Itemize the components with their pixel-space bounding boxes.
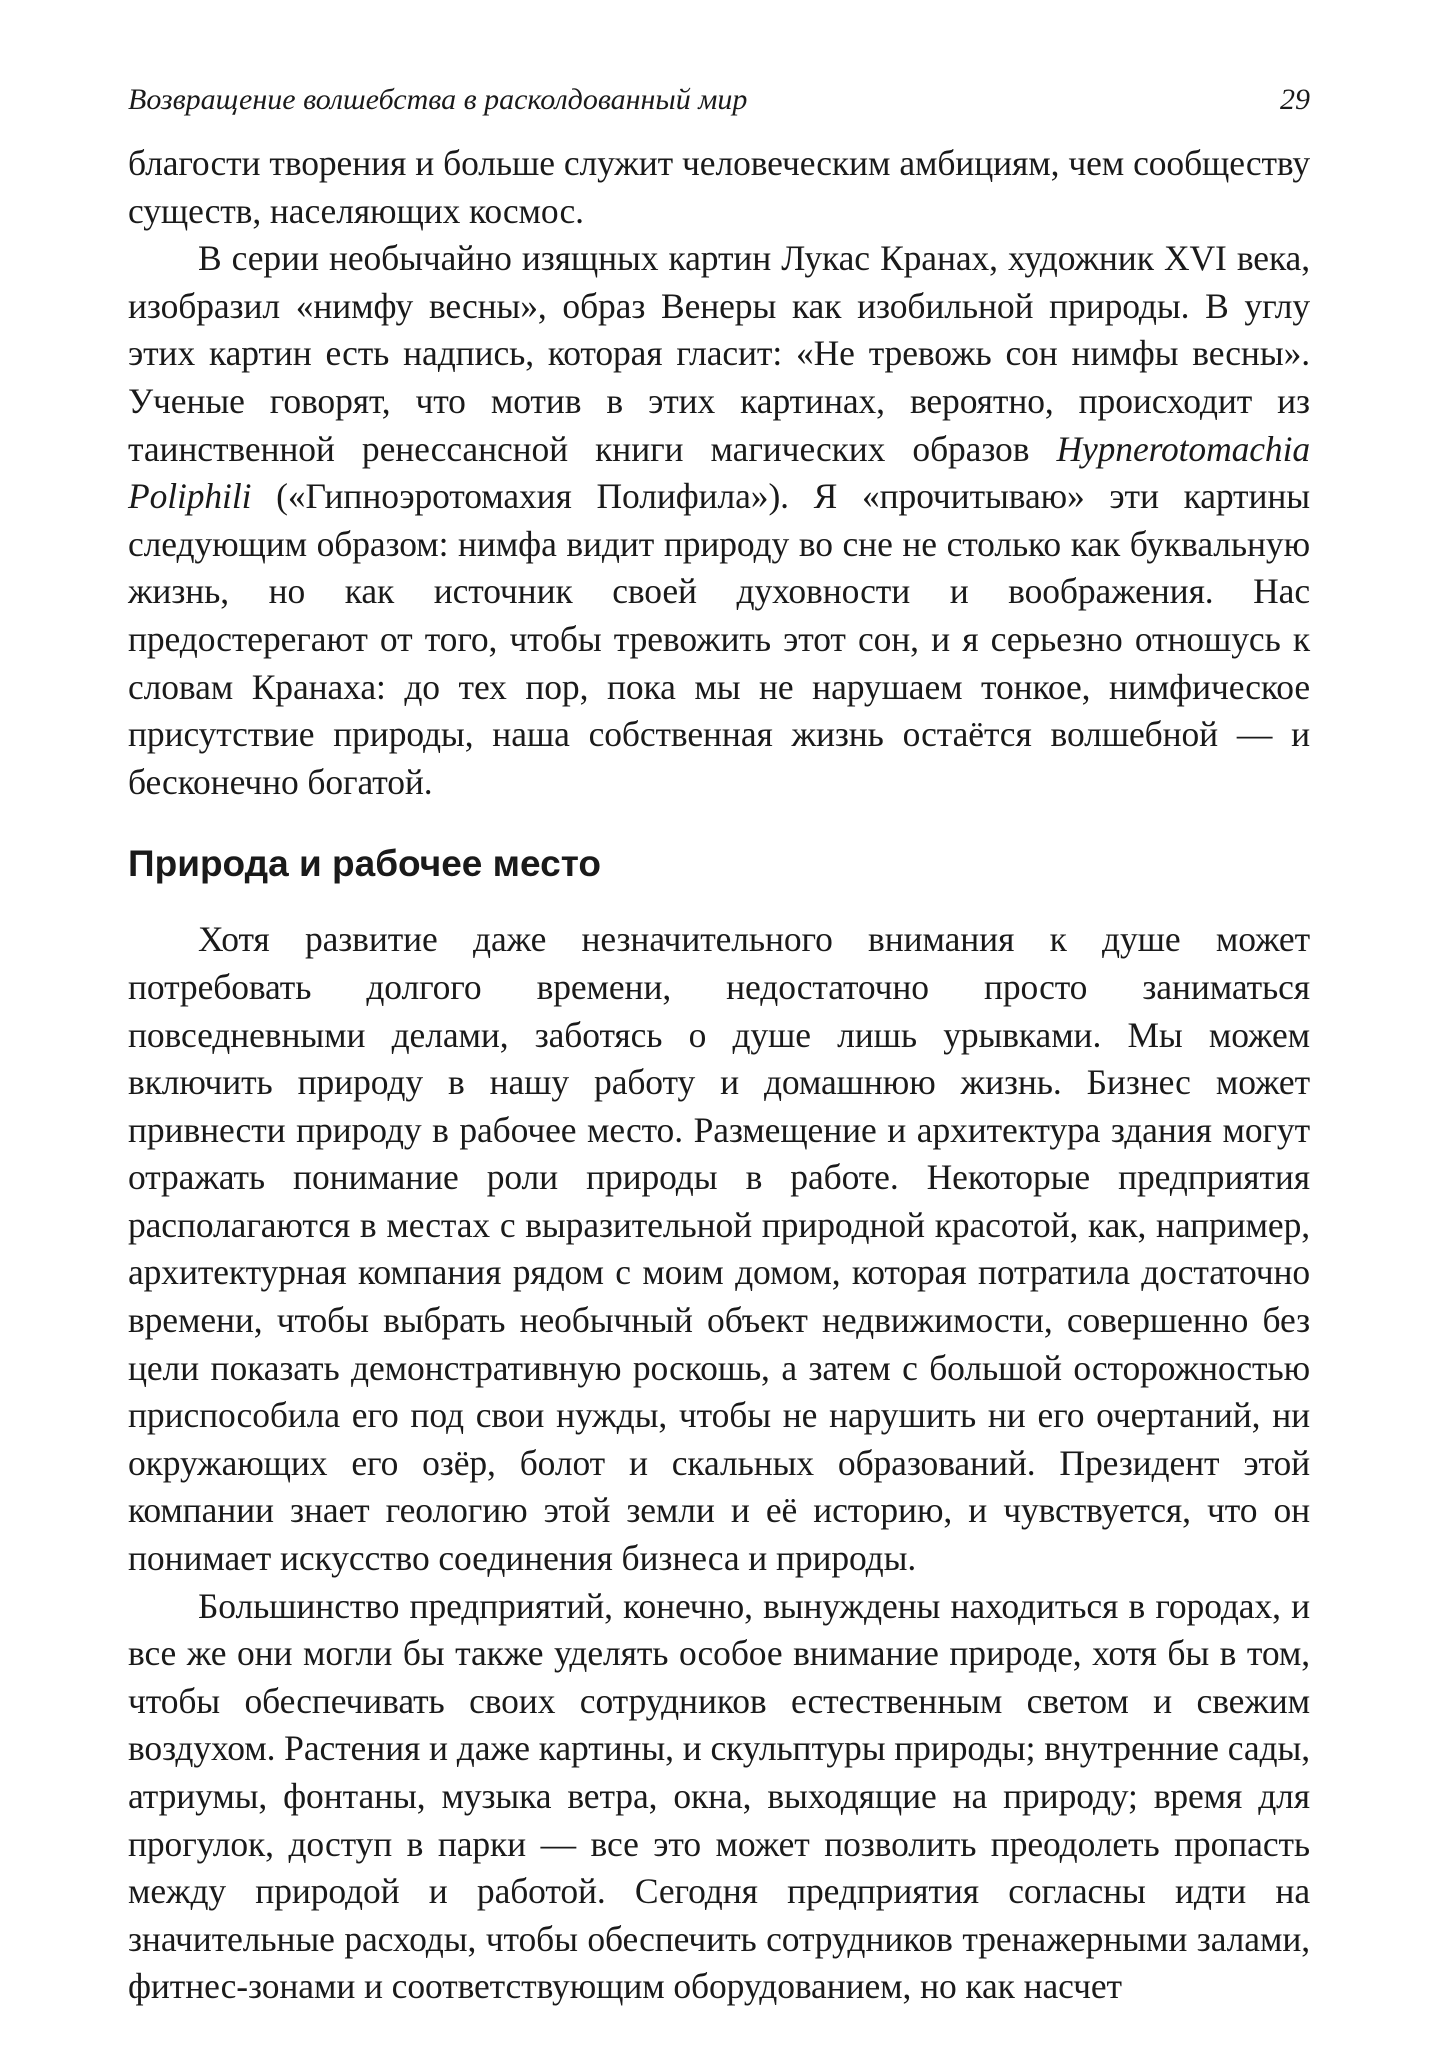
page-number: 29: [1280, 83, 1310, 116]
section-heading: Природа и рабочее место: [128, 843, 601, 885]
paragraph-workplace-1: Хотя развитие даже незначительного внимания к душе может потребовать долгого времени, недостаточно просто заниматься повседневными делами, заботясь о душе лишь урывками. Мы можем включить природу в нашу работу и домашнюю жизнь. Бизнес может привнести природу в рабочее место. Размещение и архитектура здания могут отражать понимание роли природы в работе. Некоторые предприятия располагаются в местах с выразительной природной красотой, как, например, архитектурная компания рядом с моим домом, которая потратила достаточно времени, чтобы выбрать необычный объект недвижимости, совершенно без цели показать демонстративную роскошь, а затем с большой осторожностью приспособила его под свои нужды, чтобы не нарушить ни его очертаний, ни окружающих его озёр, болот и скальных образований. Президент этой компании знает геологию этой земли и её историю, и чувствуется, что он понимает искусство соединения бизнеса и природы.: [128, 919, 1310, 1579]
running-title: Возвращение волшебства в расколдованный мир: [128, 83, 748, 116]
paragraph-cranach: [128, 235, 1310, 806]
book-page: [128, 80, 1310, 2011]
running-header: [128, 80, 1310, 140]
paragraph-workplace-2: Большинство предприятий, конечно, вынуждены находиться в городах, и все же они могли бы также уделять особое внимание природе, хотя бы в том, чтобы обеспечивать своих сотрудников естественным светом и свежим воздухом. Растения и даже картины, и скульптуры природы; внутренние сады, атриумы, фонтаны, музыка ветра, окна, выходящие на природу; время для прогулок, доступ в парки — все это может позволить преодолеть пропасть между природой и работой. Сегодня предприятия согласны идти на значительные расходы, чтобы обеспечить сотрудников тренажерными залами, фитнес-зонами и соответствующим оборудованием, но как насчет: [128, 1585, 1310, 2007]
book-title-italic: Hypnerotomachia Poliphili: [128, 428, 1310, 517]
paragraph-continuation: благости творения и больше служит человеческим амбициям, чем сообществу существ, населяющих космос.: [128, 143, 1310, 231]
paragraph-cranach-text-after: («Гипноэротомахия Полифила»). Я «прочитываю» эти картины следующим образом: нимфа видит природу во сне не столько как буквальную жизнь, но как источник своей духовности и воображения. Нас предостерегают от того, чтобы тревожить этот сон, и я серьезно отношусь к словам Кранаха: до тех пор, пока мы не нарушаем тонкое, нимфическое присутствие природы, наша собственная жизнь остаётся волшебной — и бесконечно богатой.: [128, 476, 1310, 802]
paragraph-cranach-text-before: В серии необычайно изящных картин Лукас Кранах, художник XVI века, изобразил «нимфу весны», образ Венеры как изобильной природы. В углу этих картин есть надпись, которая гласит: «Не тревожь сон нимфы весны». Ученые говорят, что мотив в этих картинах, вероятно, происходит из таинственной ренессансной книги магических образов: [128, 238, 1310, 469]
